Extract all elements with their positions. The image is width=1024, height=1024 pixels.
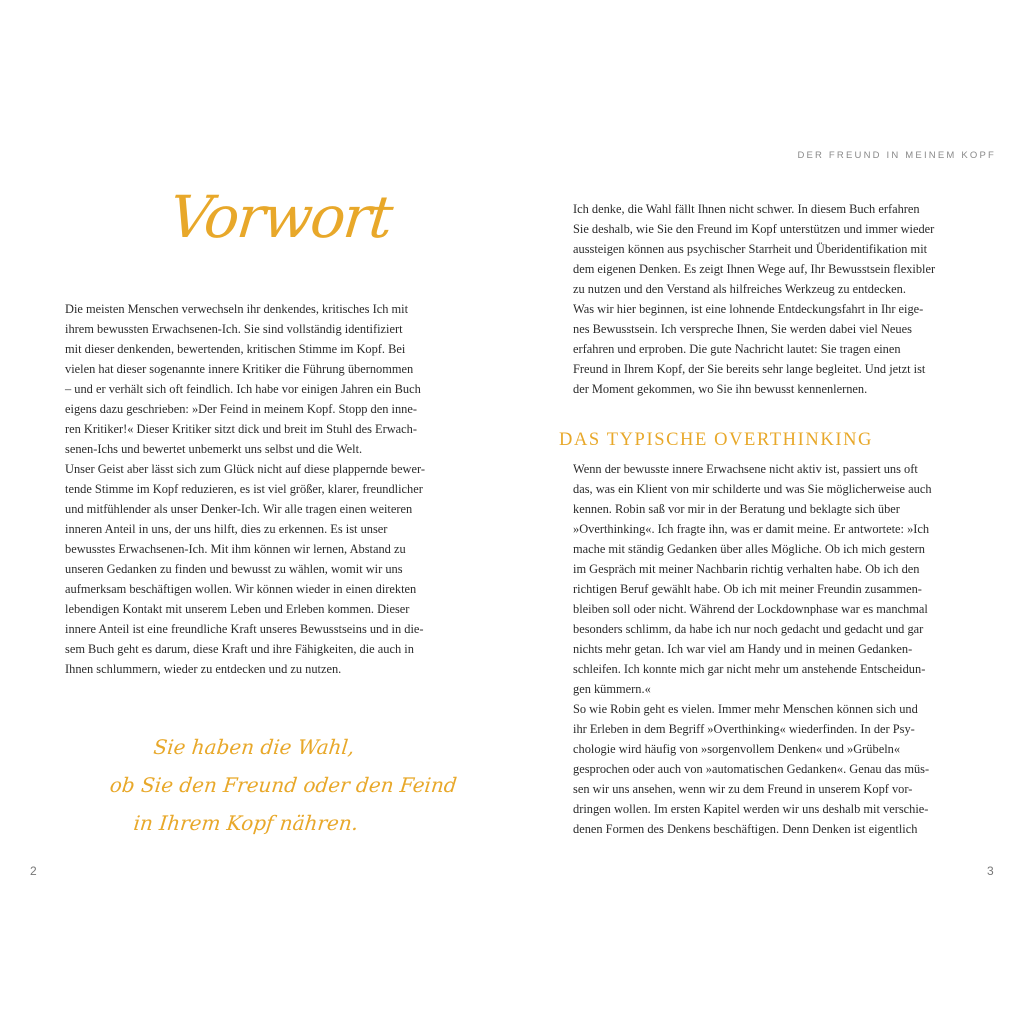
body-line: vielen hat dieser sogenannte innere Kritiker die Führung übernommen [65,362,414,376]
body-line: dringen wollen. Im ersten Kapitel werden wir uns deshalb mit verschie- [573,802,929,816]
body-line: Unser Geist aber lässt sich zum Glück nicht auf diese plappernde bewer- [65,462,425,476]
body-line: ihrem bewussten Erwachsenen-Ich. Sie sind vollständig identifiziert [65,322,403,336]
left-body-text [65,299,465,679]
body-line: »Overthinking«. Ich fragte ihn, was er damit meine. Er antwortete: »Ich [573,522,930,536]
quote-line: Sie haben die Wahl, [152,735,356,759]
body-line: Sie deshalb, wie Sie den Freund im Kopf unterstützen und immer wieder [573,222,935,236]
body-line: der Moment gekommen, wo Sie ihn bewusst kennenlernen. [573,382,868,396]
body-line: mache mit ständig Gedanken über alles Mögliche. Ob ich mich gestern [573,542,925,556]
right-top-text [573,199,973,399]
body-line: nichts mehr getan. Ich war viel am Handy und in meinen Gedanken- [573,642,913,656]
body-line: – und er verhält sich oft feindlich. Ich habe vor einigen Jahren ein Buch [65,382,421,396]
body-line: aufmerksam beschäftigen wollen. Wir können wieder in einen direkten [65,582,417,596]
body-line: gen kümmern.« [573,682,651,696]
body-line: aussteigen können aus psychischer Starrheit und Überidentifikation mit [573,242,928,256]
body-line: im Gespräch mit meiner Nachbarin richtig verhalten habe. Ob ich den [573,562,920,576]
body-line: bewusstes Erwachsenen-Ich. Mit ihm können wir lernen, Abstand zu [65,542,406,556]
page-number-right: 3 [987,864,994,878]
section-heading: DAS TYPISCHE OVERTHINKING [559,430,873,450]
body-line: inneren Anteil in uns, der uns hilft, dies zu erkennen. Es ist unser [65,522,388,536]
body-line: innere Anteil ist eine freundliche Kraft unseres Bewusstseins und in die- [65,622,424,636]
body-line: Ich denke, die Wahl fällt Ihnen nicht schwer. In diesem Buch erfahren [573,202,920,216]
body-line: zu nutzen und den Verstand als hilfreiches Werkzeug zu entdecken. [573,282,906,296]
body-line: nes Bewusstsein. Ich verspreche Ihnen, Sie werden dabei viel Neues [573,322,912,336]
pull-quote [104,728,459,842]
body-line: Was wir hier beginnen, ist eine lohnende Entdeckungsfahrt in Ihr eige- [573,302,924,316]
body-line: sem Buch geht es darum, diese Kraft und ihre Fähigkeiten, die auch in [65,642,414,656]
body-line: unseren Gedanken zu finden und bewusst zu wählen, womit wir uns [65,562,403,576]
body-line: Die meisten Menschen verwechseln ihr denkendes, kritisches Ich mit [65,302,409,316]
body-line: ren Kritiker!« Dieser Kritiker sitzt dick und breit im Stuhl des Erwach- [65,422,418,436]
body-line: denen Formen des Denkens beschäftigen. Denn Denken ist eigentlich [573,822,918,836]
body-line: chologie wird häufig von »sorgenvollem Denken« und »Grübeln« [573,742,901,756]
running-head: DER FREUND IN MEINEM KOPF [797,150,996,161]
body-line: Ihnen schlummern, wieder zu entdecken und zu nutzen. [65,662,342,676]
quote-line: ob Sie den Freund oder den Feind [108,773,459,797]
body-line: richtigen Beruf gewählt habe. Ob ich mit meiner Freundin zusammen- [573,582,922,596]
body-line: dem eigenen Denken. Es zeigt Ihnen Wege auf, Ihr Bewusstsein flexibler [573,262,936,276]
body-line: schleifen. Ich konnte mich gar nicht mehr um anstehende Entscheidun- [573,662,926,676]
body-line: erfahren und erproben. Die gute Nachricht lautet: Sie tragen einen [573,342,901,356]
body-line: eigens dazu geschrieben: »Der Feind in meinem Kopf. Stopp den inne- [65,402,418,416]
body-line: und mitfühlender als unser Denker-Ich. Wir alle tragen einen weiteren [65,502,413,516]
right-bottom-text [573,459,973,839]
body-line: tende Stimme im Kopf reduzieren, es ist viel größer, klarer, freundlicher [65,482,423,496]
body-line: lebendigen Kontakt mit unserem Leben und Erleben kommen. Dieser [65,602,410,616]
body-line: senen-Ichs und bewertet unbemerkt uns selbst und die Welt. [65,442,363,456]
body-line: Freund in Ihrem Kopf, der Sie bereits sehr lange begleitet. Und jetzt ist [573,362,926,376]
body-line: bleiben soll oder nicht. Während der Lockdownphase war es manchmal [573,602,928,616]
body-line: das, was ein Klient von mir schilderte und was Sie möglicherweise auch [573,482,932,496]
body-line: besonders schlimm, da habe ich nur noch gedacht und gedacht und gar [573,622,924,636]
body-line: mit dieser denkenden, bewertenden, kritischen Stimme im Kopf. Bei [65,342,406,356]
body-line: So wie Robin geht es vielen. Immer mehr Menschen können sich und [573,702,918,716]
body-line: gesprochen oder auch von »automatischen Gedanken«. Genau das müs- [573,762,930,776]
body-line: sen wir uns ansehen, wenn wir zu dem Freund in unserem Kopf vor- [573,782,913,796]
quote-line: in Ihrem Kopf nähren. [132,811,360,835]
chapter-title: Vorwort [166,183,395,251]
body-line: ihr Erleben in dem Begriff »Overthinking« wiederfinden. In der Psy- [573,722,915,736]
body-line: Wenn der bewusste innere Erwachsene nicht aktiv ist, passiert uns oft [573,462,918,476]
page-number-left: 2 [30,864,37,878]
body-line: kennen. Robin saß vor mir in der Beratung und beklagte sich über [573,502,900,516]
